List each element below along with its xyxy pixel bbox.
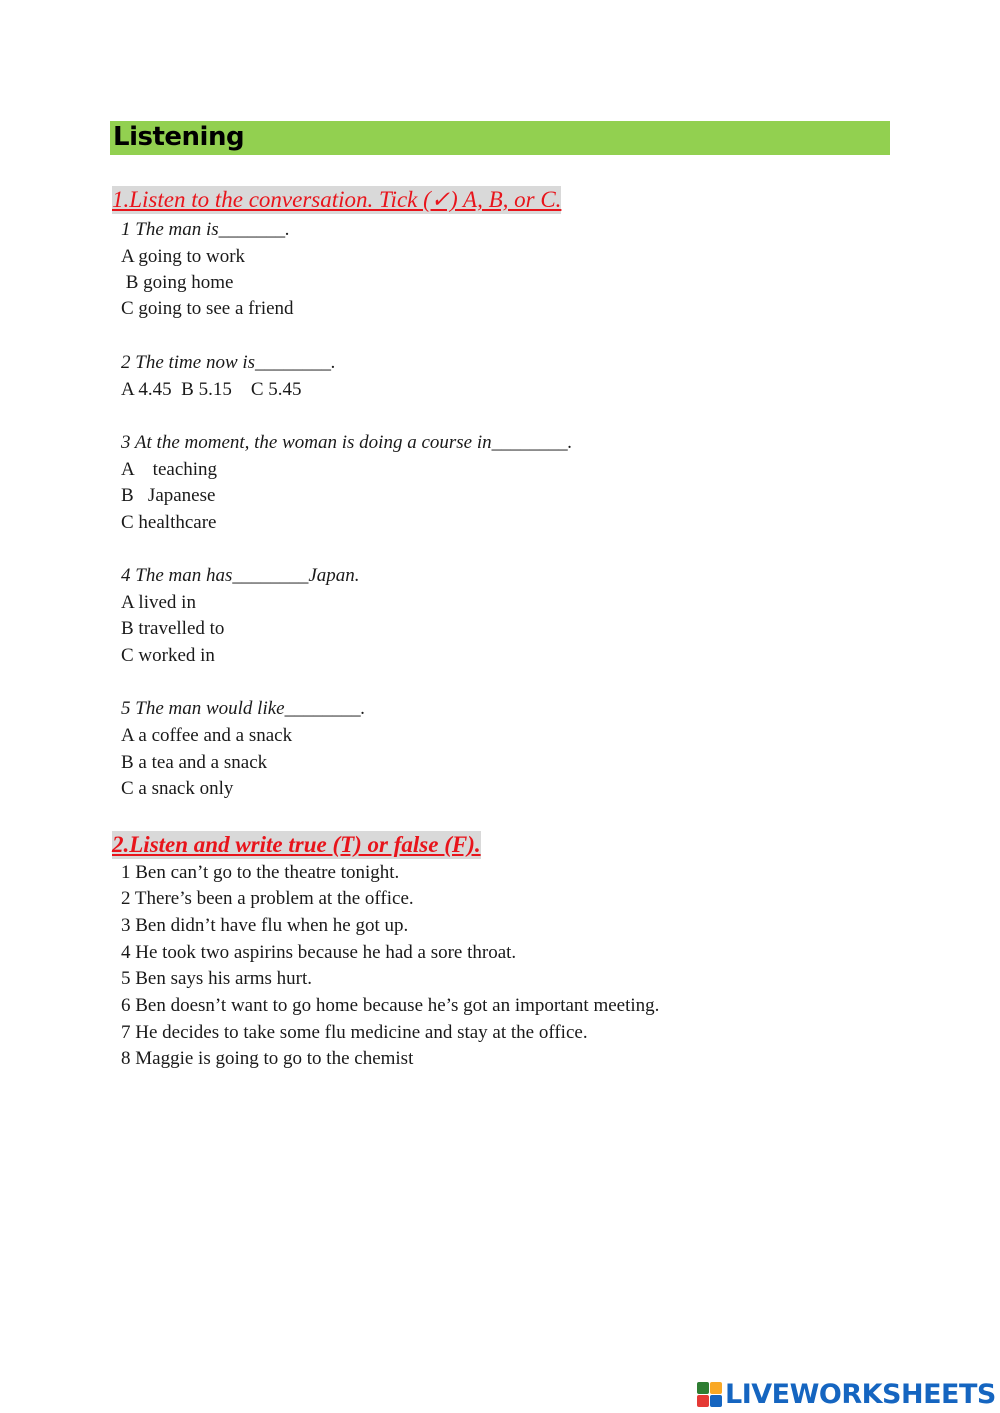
- question-5-stem: 5 The man would like________.: [121, 698, 366, 719]
- question-1-option-c[interactable]: C going to see a friend: [121, 298, 294, 319]
- question-3-option-a[interactable]: A teaching: [121, 459, 218, 480]
- page-title: Listening: [113, 122, 245, 152]
- statement-3: 3 Ben didn’t have flu when he got up.: [121, 915, 409, 936]
- statement-1: 1 Ben can’t go to the theatre tonight.: [121, 862, 400, 883]
- question-4-option-c[interactable]: C worked in: [121, 645, 215, 666]
- question-4-option-b[interactable]: B travelled to: [121, 618, 225, 639]
- statement-4: 4 He took two aspirins because he had a sore throat.: [121, 942, 517, 963]
- question-2-stem: 2 The time now is________.: [121, 352, 336, 373]
- question-4-stem: 4 The man has________Japan.: [121, 565, 360, 586]
- question-3-option-b[interactable]: B Japanese: [121, 485, 216, 506]
- question-3-option-c[interactable]: C healthcare: [121, 512, 217, 533]
- section-2-title: 2.Listen and write true (T) or false (F).: [112, 832, 481, 857]
- listening-header-bar: [110, 121, 890, 155]
- question-1-option-b[interactable]: B going home: [121, 272, 234, 293]
- statement-8: 8 Maggie is going to go to the chemist: [121, 1048, 414, 1069]
- liveworksheets-logo[interactable]: [697, 1376, 996, 1412]
- statement-6: 6 Ben doesn’t want to go home because he’s got an important meeting.: [121, 995, 660, 1016]
- question-5-option-a[interactable]: A a coffee and a snack: [121, 725, 293, 746]
- question-5-option-c[interactable]: C a snack only: [121, 778, 234, 799]
- question-1-stem: 1 The man is_______.: [121, 219, 290, 240]
- section-1-title: 1.Listen to the conversation. Tick (✓) A, B, or C.: [112, 187, 562, 212]
- logo-text: LIVEWORKSHEETS: [725, 1378, 996, 1410]
- question-1-option-a[interactable]: A going to work: [121, 246, 246, 267]
- statement-2: 2 There’s been a problem at the office.: [121, 888, 414, 909]
- question-4-option-a[interactable]: A lived in: [121, 592, 196, 613]
- question-3-stem: 3 At the moment, the woman is doing a course in________.: [121, 432, 573, 453]
- question-5-option-b[interactable]: B a tea and a snack: [121, 752, 268, 773]
- statement-7: 7 He decides to take some flu medicine and stay at the office.: [121, 1022, 588, 1043]
- statement-5: 5 Ben says his arms hurt.: [121, 968, 313, 989]
- question-2-options[interactable]: A 4.45 B 5.15 C 5.45: [121, 379, 302, 400]
- liveworksheets-logo-icon: [697, 1382, 722, 1407]
